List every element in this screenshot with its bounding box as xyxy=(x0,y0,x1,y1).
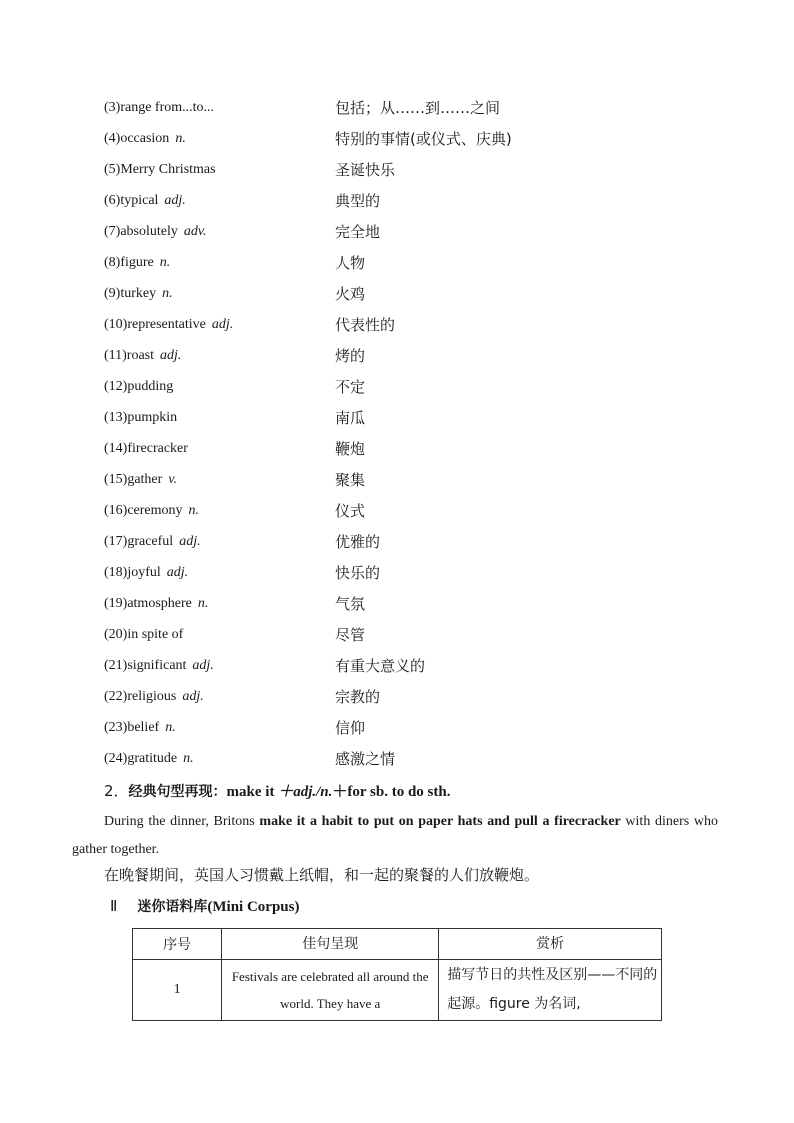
vocab-meaning: 特别的事情(或仪式、庆典) xyxy=(335,130,512,148)
vocab-row xyxy=(104,433,724,464)
vocab-meaning: 圣诞快乐 xyxy=(335,161,396,179)
vocab-meaning: 优雅的 xyxy=(335,533,381,551)
vocab-meaning: 信仰 xyxy=(335,719,366,737)
vocab-meaning: 聚集 xyxy=(335,471,366,489)
vocab-row xyxy=(104,557,724,588)
row-number: 1 xyxy=(133,960,222,1021)
vocab-word: (11)roast xyxy=(104,347,155,363)
vocab-row xyxy=(104,92,724,123)
vocab-row xyxy=(104,185,724,216)
vocab-meaning: 有重大意义的 xyxy=(335,657,426,675)
vocab-part-of-speech: adj. xyxy=(164,192,186,208)
vocab-part-of-speech: adj. xyxy=(192,657,214,673)
vocab-term xyxy=(104,410,335,426)
vocab-word: (7)absolutely xyxy=(104,223,178,239)
vocab-row xyxy=(104,743,724,774)
vocab-term xyxy=(104,348,335,364)
vocab-row xyxy=(104,712,724,743)
vocab-meaning: 典型的 xyxy=(335,192,381,210)
section-number: 2． xyxy=(104,782,129,800)
vocab-meaning: 仪式 xyxy=(335,502,366,520)
vocab-term xyxy=(104,534,335,550)
vocab-meaning: 代表性的 xyxy=(335,316,396,334)
section-title-en: (Mini Corpus) xyxy=(207,899,300,915)
vocab-meaning: 包括；从……到……之间 xyxy=(335,99,501,117)
section-title: 经典句型再现： xyxy=(128,784,227,800)
table-header-row xyxy=(133,929,662,960)
vocab-part-of-speech: n. xyxy=(183,750,194,766)
vocab-term xyxy=(104,503,335,519)
vocab-meaning: 感激之情 xyxy=(335,750,396,768)
vocab-term xyxy=(104,596,335,612)
vocab-row xyxy=(104,371,724,402)
vocabulary-list xyxy=(104,92,724,774)
vocab-term xyxy=(104,255,335,271)
vocab-term xyxy=(104,100,335,116)
vocab-row xyxy=(104,495,724,526)
section-2-heading xyxy=(104,780,450,801)
vocab-term xyxy=(104,162,335,178)
vocab-meaning: 南瓜 xyxy=(335,409,366,427)
vocab-part-of-speech: adj. xyxy=(166,564,189,580)
pattern-part-a: make it xyxy=(226,784,279,800)
vocab-word: (6)typical xyxy=(104,192,159,208)
vocab-term xyxy=(104,689,335,705)
row-sentence: Festivals are celebrated all around the world. They have a xyxy=(222,960,439,1021)
vocab-meaning: 烤的 xyxy=(335,347,366,365)
vocab-meaning: 火鸡 xyxy=(335,285,366,303)
vocab-part-of-speech: n. xyxy=(175,130,186,146)
vocab-term xyxy=(104,441,335,457)
vocab-meaning: 鞭炮 xyxy=(335,440,366,458)
vocab-term xyxy=(104,658,335,674)
corpus-table xyxy=(132,928,662,1021)
vocab-word: (23)belief xyxy=(104,719,160,735)
vocab-part-of-speech: v. xyxy=(168,471,177,487)
vocab-meaning: 人物 xyxy=(335,254,366,272)
vocab-row xyxy=(104,216,724,247)
vocab-word: (22)religious xyxy=(104,688,177,704)
vocab-row xyxy=(104,619,724,650)
vocab-part-of-speech: n. xyxy=(197,595,209,611)
vocab-term xyxy=(104,720,335,736)
vocab-row xyxy=(104,650,724,681)
vocab-term xyxy=(104,193,335,209)
vocab-row xyxy=(104,309,724,340)
row-analysis: 描写节日的共性及区别——不同的起源。figure 为名词, xyxy=(439,960,662,1021)
vocab-word: (21)significant xyxy=(104,657,187,673)
vocab-meaning: 完全地 xyxy=(335,223,381,241)
header-number: 序号 xyxy=(133,929,222,960)
pattern-part-b: ＋adj./n. xyxy=(278,784,333,800)
vocab-meaning: 快乐的 xyxy=(335,564,381,582)
pattern-part-c: ＋for sb. to do sth. xyxy=(332,784,451,800)
vocab-meaning: 不定 xyxy=(335,378,366,396)
vocab-word: (14)firecracker xyxy=(104,440,188,456)
vocab-row xyxy=(104,526,724,557)
vocab-part-of-speech: adj. xyxy=(182,688,204,704)
example-text-b: with diners who gather together. xyxy=(72,814,719,857)
vocab-word: (5)Merry Christmas xyxy=(104,161,216,177)
vocab-part-of-speech: n. xyxy=(159,254,171,270)
section-title-cn: 迷你语料库 xyxy=(137,899,208,915)
example-highlight: make it a habit to put on paper hats and pull a firecracker xyxy=(259,814,621,829)
vocab-part-of-speech: n. xyxy=(165,719,176,735)
vocab-row xyxy=(104,681,724,712)
vocab-row xyxy=(104,340,724,371)
vocab-meaning: 宗教的 xyxy=(335,688,381,706)
vocab-term xyxy=(104,224,335,240)
vocab-word: (20)in spite of xyxy=(104,626,184,642)
vocab-word: (8)figure xyxy=(104,254,154,270)
vocab-row xyxy=(104,464,724,495)
header-analysis: 赏析 xyxy=(439,929,662,960)
header-sentence: 佳句呈现 xyxy=(222,929,439,960)
vocab-part-of-speech: adj. xyxy=(211,316,234,332)
vocab-meaning: 气氛 xyxy=(335,595,366,613)
example-translation: 在晚餐期间，英国人习惯戴上纸帽，和一起的聚餐的人们放鞭炮。 xyxy=(104,866,540,884)
vocab-word: (4)occasion xyxy=(104,130,170,146)
vocab-row xyxy=(104,278,724,309)
vocab-word: (18)joyful xyxy=(104,564,161,580)
vocab-part-of-speech: adj. xyxy=(179,533,201,549)
vocab-word: (17)graceful xyxy=(104,533,174,549)
vocab-word: (19)atmosphere xyxy=(104,595,192,611)
table-row xyxy=(133,960,662,1021)
vocab-word: (16)ceremony xyxy=(104,502,183,518)
vocab-meaning: 尽管 xyxy=(335,626,366,644)
vocab-word: (15)gather xyxy=(104,471,163,487)
vocab-word: (10)representative xyxy=(104,316,206,332)
section-roman-numeral: Ⅱ xyxy=(110,899,118,915)
vocab-word: (24)gratitude xyxy=(104,750,178,766)
vocab-term xyxy=(104,751,335,767)
vocab-term xyxy=(104,131,335,147)
example-text-a: During the dinner, Britons xyxy=(104,814,260,829)
vocab-word: (12)pudding xyxy=(104,378,174,394)
vocab-part-of-speech: adv. xyxy=(183,223,207,239)
vocab-word: (13)pumpkin xyxy=(104,409,178,425)
vocab-part-of-speech: n. xyxy=(188,502,200,518)
vocab-term xyxy=(104,565,335,581)
section-mini-corpus-heading xyxy=(110,896,299,916)
vocab-row xyxy=(104,402,724,433)
vocab-part-of-speech: adj. xyxy=(160,347,182,363)
vocab-term xyxy=(104,379,335,395)
vocab-term xyxy=(104,472,335,488)
vocab-word: (3)range from...to... xyxy=(104,99,215,115)
vocab-row xyxy=(104,123,724,154)
example-sentence xyxy=(72,808,718,864)
vocab-term xyxy=(104,317,335,333)
vocab-row xyxy=(104,154,724,185)
vocab-term xyxy=(104,286,335,302)
vocab-part-of-speech: n. xyxy=(162,285,173,301)
vocab-word: (9)turkey xyxy=(104,285,157,301)
vocab-row xyxy=(104,588,724,619)
vocab-term xyxy=(104,627,335,643)
vocab-row xyxy=(104,247,724,278)
